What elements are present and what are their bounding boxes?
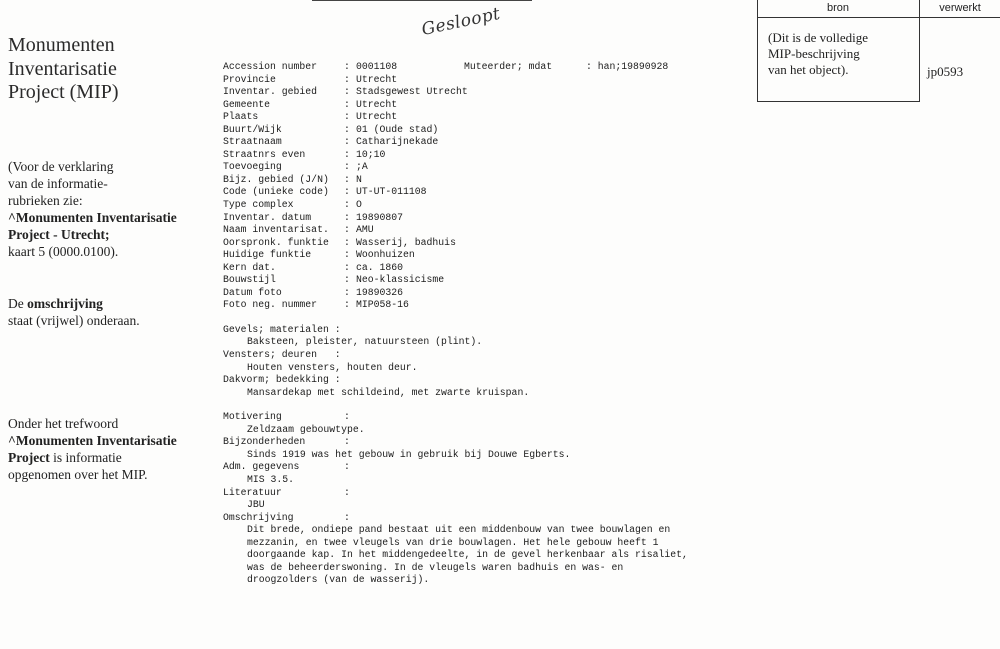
section-colon: : [344,436,350,448]
section-label: Vensters; deuren : [223,349,341,361]
bron-line: van het object). [768,62,849,77]
sidebar-note-verklaring [8,158,208,260]
record-field-row [223,299,753,312]
field-value: MIP058-16 [356,299,409,311]
field-label: Datum foto [223,286,282,298]
field-value: AMU [356,224,374,236]
record-field-row [223,111,753,124]
note-text: De [8,296,28,311]
note-line: (Voor de verklaring [8,159,114,174]
section-label: Adm. gegevens [223,461,300,473]
field-value: UT-UT-011108 [356,186,427,198]
record-field-row [223,74,753,87]
field-label: Inventar. datum [223,211,312,223]
record-field-row [223,124,753,137]
field-label: Straatnrs even [223,148,306,160]
field-value: Woonhuizen [356,249,415,261]
table-header-bron: bron [826,2,850,14]
table-border [757,0,758,102]
section-label-row [223,436,753,449]
section-text: Sinds 1919 was het gebouw in gebruik bij Douwe Egberts. [247,448,571,460]
note-text: is informatie [49,450,122,465]
field-value: Utrecht [356,73,398,85]
field-value: O [356,199,362,211]
field-label: Provincie [223,73,276,85]
field-label: Bouwstijl [223,274,276,286]
sidebar-note-trefwoord [8,415,208,483]
field-value: ca. 1860 [356,261,404,273]
field-label: Toevoeging [223,161,282,173]
record-field-row [223,224,753,237]
field-label: Inventar. gebied [223,86,318,98]
section-text: Baksteen, pleister, natuursteen (plint). [247,336,483,348]
field-label: Plaats [223,111,259,123]
record-field-row [223,61,753,74]
field-value: ;A [356,161,368,173]
record-field-row [223,99,753,112]
sidebar-title-line: Project (MIP) [8,81,119,103]
table-border [757,101,920,102]
note-line: kaart 5 (0000.0100). [8,244,119,259]
section-label-row [223,411,753,424]
field-label: Foto neg. nummer [223,299,318,311]
section-colon: : [344,486,350,498]
field-value: Catharijnekade [356,136,439,148]
source-table [757,0,1000,102]
field-colon: : [344,199,350,211]
section-label: Literatuur [223,486,282,498]
field-value: Neo-klassicisme [356,274,445,286]
field-label: Buurt/Wijk [223,123,282,135]
field-label: Kern dat. [223,261,276,273]
sidebar-note-omschrijving [8,295,208,329]
record-field-row [223,274,753,287]
field-colon: : [344,186,350,198]
field-colon: : [344,86,350,98]
field-colon: : [344,73,350,85]
section-label: Dakvorm; bedekking : [223,374,341,386]
field-label: Naam inventarisat. [223,224,329,236]
note-line: Onder het trefwoord [8,416,119,431]
field-colon: : [344,148,350,160]
sidebar-title [8,34,208,105]
field-value: Utrecht [356,111,398,123]
record-field-row [223,287,753,300]
field-label: Type complex [223,199,294,211]
field-value: Wasserij, badhuis [356,236,456,248]
field-label: Gemeente [223,98,271,110]
section-colon: : [344,411,350,423]
field-colon: : [344,261,350,273]
record-field-row [223,249,753,262]
sidebar-title-line: Monumenten [8,34,115,56]
field-value: Utrecht [356,98,398,110]
field-colon: : [344,236,350,248]
section-label-row [223,461,753,474]
field-colon: : [344,274,350,286]
field-value: 0001108 [356,61,398,72]
field-label: Oorspronk. funktie [223,236,329,248]
sidebar-title-line: Inventarisatie [8,57,117,80]
muteerder-label: Muteerder; mdat [464,61,553,72]
field-value: 01 (Oude stad) [356,123,439,135]
record-field-row [223,149,753,162]
record-sections-materials [223,324,753,399]
field-colon: : [344,136,350,148]
field-colon: : [344,173,350,185]
top-rule [312,0,532,1]
section-label-row [223,512,753,525]
field-value: N [356,173,362,185]
note-line: van de informatie- [8,176,108,191]
record-field-row [223,161,753,174]
section-text: Mansardekap met schildeind, met zwarte kruispan. [247,386,530,398]
record-sections-description [223,411,753,587]
note-line: opgenomen over het MIP. [8,467,148,482]
table-cell-verwerkt: jp0593 [927,64,964,79]
note-line: staat (vrijwel) onderaan. [8,313,140,328]
record-field-row [223,262,753,275]
field-value: 19890326 [356,286,404,298]
section-label: Omschrijving [223,511,294,523]
section-text: Dit brede, ondiepe pand bestaat uit een middenbouw van twee bouwlagen en mezzanin, en twee vleugels van drie bouwlagen. Het hele gebouw heeft 1 doorgaande kap. In het middengedeelte, in de gevel herkenbaar als risaliet, was de beheerderswoning. In de vleugels waren badhuis en was- en droogzolders (van de wasserij). [247,524,688,586]
note-bold: omschrijving [27,296,103,311]
table-border [757,17,1000,18]
section-text: MIS 3.5. [247,473,295,485]
muteerder-value: : han;19890928 [586,61,669,72]
note-link-bold[interactable]: ^Monumenten Inventarisatie [8,210,177,225]
record-field-row [223,237,753,250]
section-text: Zeldzaam gebouwtype. [247,423,365,435]
record-fields [223,61,753,312]
field-value: 19890807 [356,211,404,223]
field-label: Straatnaam [223,136,282,148]
field-colon: : [344,111,350,123]
record-field-row [223,212,753,225]
section-colon: : [344,461,350,473]
table-cell-bron [768,30,918,78]
table-border [919,0,920,102]
field-colon: : [344,286,350,298]
field-colon: : [344,161,350,173]
bron-line: (Dit is de volledige [768,30,869,45]
section-text: Houten vensters, houten deur. [247,361,418,373]
field-colon: : [344,249,350,261]
mip-record [223,61,753,587]
field-label: Huidige funktie [223,249,312,261]
section-text: JBU [247,499,265,511]
field-colon: : [344,123,350,135]
field-colon: : [344,224,350,236]
record-field-row [223,136,753,149]
record-field-row [223,186,753,199]
field-label: Bijz. gebied (J/N) [223,173,329,185]
section-label: Gevels; materialen : [223,323,341,335]
field-value: Stadsgewest Utrecht [356,86,468,98]
field-colon: : [344,299,350,311]
field-colon: : [344,61,350,72]
field-colon: : [344,98,350,110]
section-label: Motivering [223,411,282,423]
field-colon: : [344,211,350,223]
field-value: 10;10 [356,148,386,160]
bron-line: MIP-beschrijving [768,46,860,61]
section-colon: : [344,511,350,523]
note-link-bold[interactable]: ^Monumenten Inventarisatie [8,433,177,448]
section-label: Bijzonderheden [223,436,306,448]
note-link-bold[interactable]: Project - Utrecht; [8,227,110,242]
handwritten-note: Gesloopt [419,3,503,41]
field-label: Accession number [223,61,318,72]
record-field-row [223,86,753,99]
note-link-bold[interactable]: Project [8,450,50,465]
table-header-verwerkt: verwerkt [939,2,981,14]
record-field-row [223,174,753,187]
record-field-row [223,199,753,212]
note-line: rubrieken zie: [8,193,83,208]
field-label: Code (unieke code) [223,186,329,198]
section-label-row [223,487,753,500]
